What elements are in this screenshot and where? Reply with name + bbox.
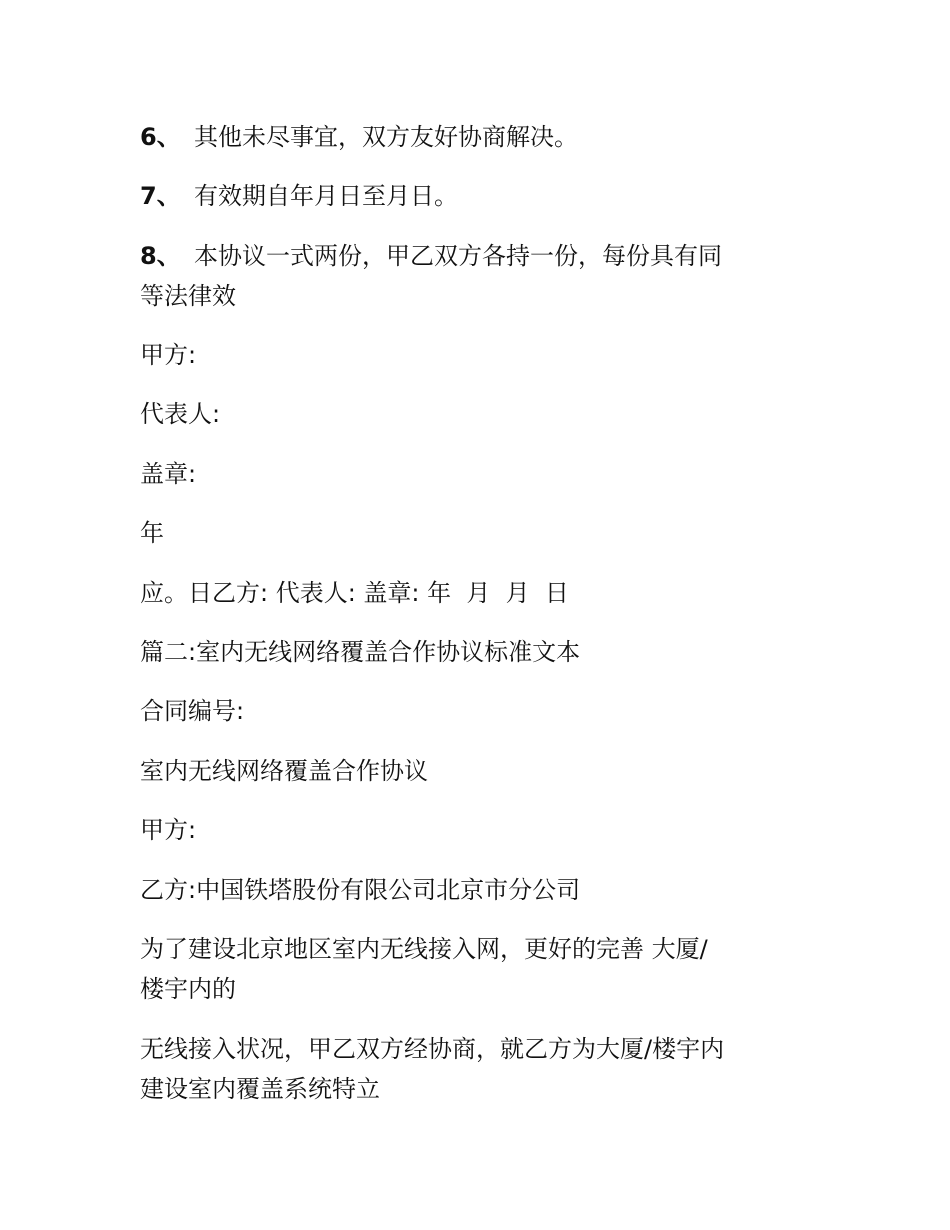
clause-text: 有效期自年月日至月日。 [194, 182, 458, 210]
representative-label: 代表人: [140, 400, 221, 428]
contract-number-label: 合同编号: [140, 697, 245, 725]
party-a-label-2: 甲方: [140, 816, 197, 844]
section-title: 篇二:室内无线网络覆盖合作协议标准文本 [140, 638, 581, 666]
party-a-label: 甲方: [140, 341, 197, 369]
paragraph-2-line-1: 无线接入状况，甲乙双方经协商，就乙方为大厦/楼宇内 [140, 1035, 725, 1063]
agreement-title: 室内无线网络覆盖合作协议 [140, 757, 428, 785]
party-b-line: 乙方:中国铁塔股份有限公司北京市分公司 [140, 876, 581, 904]
clause-number: 6、 [140, 123, 181, 151]
clause-number: 8、 [140, 242, 181, 270]
clause-6 [140, 118, 820, 156]
clause-7 [140, 177, 820, 215]
seal-label: 盖章: [140, 460, 197, 488]
signature-date-line: 应。日乙方: 代表人: 盖章: 年 月 月 日 [140, 579, 569, 607]
paragraph-1-line-2: 楼宇内的 [140, 975, 236, 1003]
paragraph-2-line-2: 建设室内覆盖系统特立 [140, 1075, 380, 1103]
paragraph-1-line-1: 为了建设北京地区室内无线接入网，更好的完善 大厦/ [140, 935, 708, 963]
clause-number: 7、 [140, 182, 181, 210]
clause-text: 本协议一式两份，甲乙双方各持一份，每份具有同 [194, 242, 722, 270]
year-label: 年 [140, 519, 164, 547]
clause-8 [140, 237, 820, 275]
clause-text: 其他未尽事宜，双方友好协商解决。 [194, 123, 578, 151]
clause-8-continuation: 等法律效 [140, 282, 236, 310]
